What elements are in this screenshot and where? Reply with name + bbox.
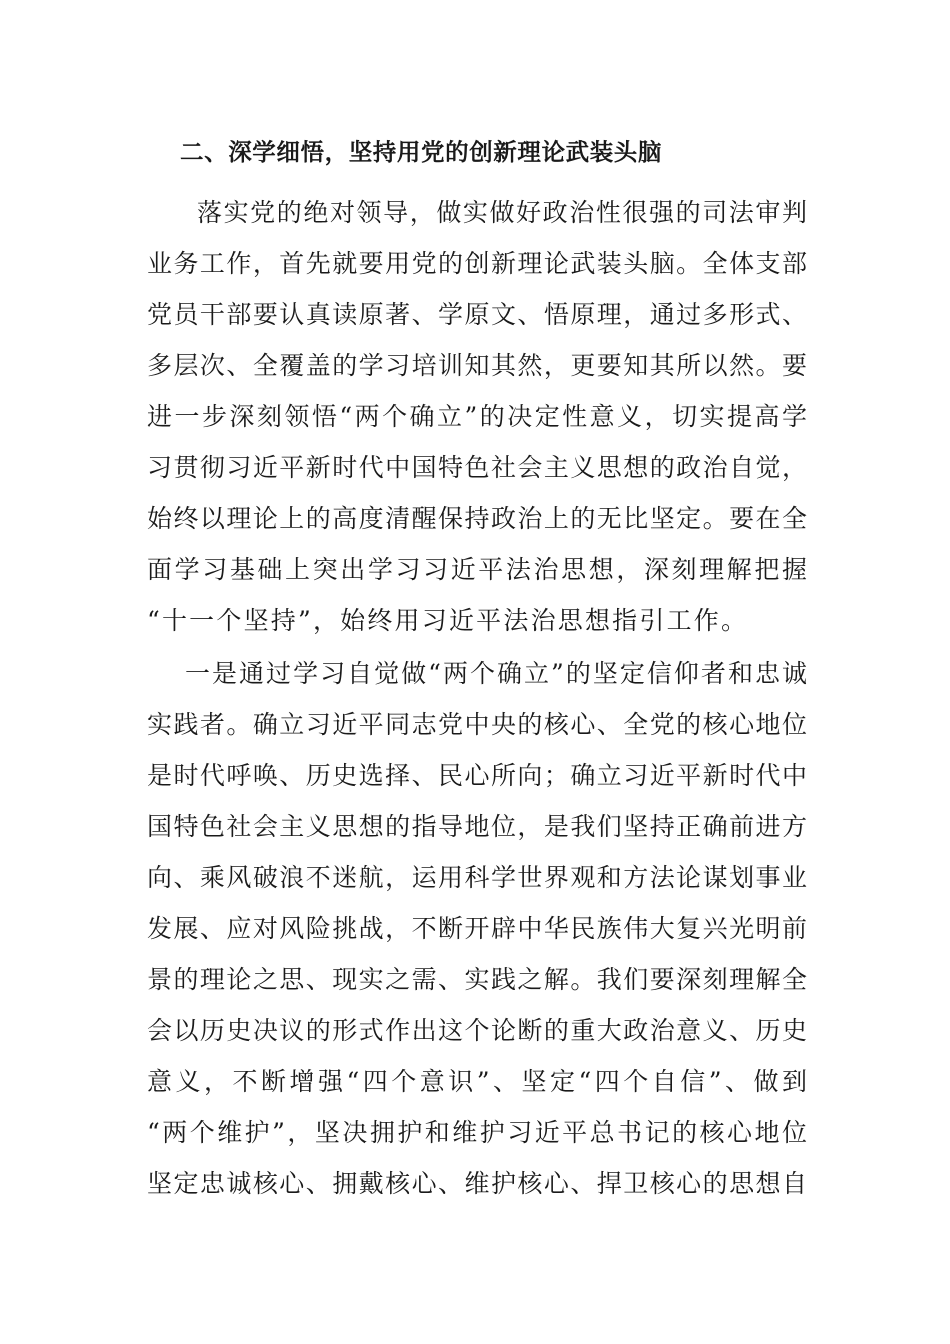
paragraph-line: “两个维护”，坚决拥护和维护习近平总书记的核心地位 (147, 1118, 807, 1147)
paragraph-line: 一是通过学习自觉做“两个确立”的坚定信仰者和忠诚 (185, 659, 807, 688)
paragraph-line: “十一个坚持”，始终用习近平法治思想指引工作。 (147, 606, 749, 635)
paragraph-line: 景的理论之思、现实之需、实践之解。我们要深刻理解全 (147, 965, 807, 994)
paragraph-line: 党员干部要认真读原著、学原文、悟原理，通过多形式、 (147, 300, 807, 329)
paragraph-line: 多层次、全覆盖的学习培训知其然，更要知其所以然。要 (147, 351, 807, 380)
paragraph-line: 落实党的绝对领导，做实做好政治性很强的司法审判 (197, 198, 807, 227)
paragraph-line: 业务工作，首先就要用党的创新理论武装头脑。全体支部 (147, 249, 807, 278)
paragraph-line: 习贯彻习近平新时代中国特色社会主义思想的政治自觉， (147, 453, 807, 482)
paragraph-line: 国特色社会主义思想的指导地位，是我们坚持正确前进方 (147, 812, 807, 841)
paragraph-line: 会以历史决议的形式作出这个论断的重大政治意义、历史 (147, 1016, 807, 1045)
paragraph-line: 发展、应对风险挑战，不断开辟中华民族伟大复兴光明前 (147, 914, 807, 943)
paragraph-line: 坚定忠诚核心、拥戴核心、维护核心、捍卫核心的思想自 (147, 1169, 807, 1198)
paragraph-line: 是时代呼唤、历史选择、民心所向；确立习近平新时代中 (147, 761, 807, 790)
paragraph-line: 意义，不断增强“四个意识”、坚定“四个自信”、做到 (147, 1067, 807, 1096)
paragraph-line: 实践者。确立习近平同志党中央的核心、全党的核心地位 (147, 710, 807, 739)
section-heading: 二、深学细悟，坚持用党的创新理论武装头脑 (180, 138, 662, 166)
paragraph-line: 进一步深刻领悟“两个确立”的决定性意义，切实提高学 (147, 402, 807, 431)
paragraph-2 (147, 648, 807, 1209)
paragraph-line: 面学习基础上突出学习习近平法治思想，深刻理解把握 (147, 555, 807, 584)
paragraph-1 (147, 187, 807, 646)
paragraph-line: 始终以理论上的高度清醒保持政治上的无比坚定。要在全 (147, 504, 807, 533)
paragraph-line: 向、乘风破浪不迷航，运用科学世界观和方法论谋划事业 (147, 863, 807, 892)
